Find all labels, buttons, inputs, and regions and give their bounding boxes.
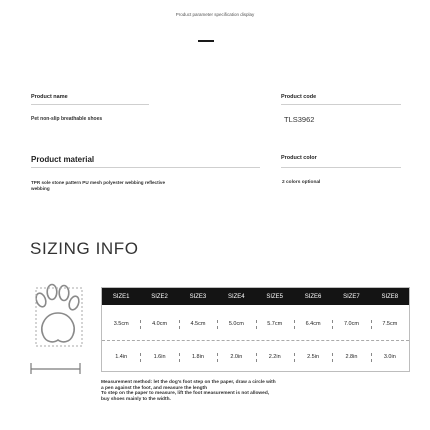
product-code-value: TLS3962	[284, 115, 315, 124]
measurement-notes	[101, 380, 421, 402]
size-cm-cell: 3.5cm	[113, 321, 129, 327]
divider	[31, 104, 149, 105]
paw-measure-diagram	[30, 283, 84, 375]
sizing-table	[101, 287, 410, 372]
size-header-cell: SIZE5	[266, 293, 284, 300]
note-line: Measurement method: let the dog's foot step on the paper, draw a circle with	[101, 380, 276, 385]
note-line: a pen against the foot, and measure the length	[101, 385, 208, 391]
product-material-label: Product material	[31, 155, 95, 164]
size-inch-cell: 1.4in	[115, 354, 128, 360]
size-inch-cell: 1.8in	[179, 349, 217, 365]
product-color-value: 2 colors optional	[282, 180, 321, 185]
size-inch-cell: 2.2in	[256, 349, 294, 365]
spec-header: Product parameter specification display	[175, 12, 255, 17]
size-header-cell: SIZE6	[304, 293, 322, 300]
note-line: To step on the paper to measure, lift the foot measurement is not allowed,	[101, 391, 270, 397]
sizing-row-cm	[102, 316, 409, 332]
size-cm-cell: 4.5cm	[179, 316, 217, 332]
row-divider	[102, 340, 409, 341]
size-header-cell: SIZE2	[151, 293, 168, 300]
size-inch-cell: 2.8in	[332, 349, 370, 365]
divider	[31, 167, 260, 168]
size-inch-cell: 2.0in	[217, 349, 255, 365]
size-cm-cell: 7.5cm	[371, 316, 409, 332]
product-material-value-cont: webbing	[31, 186, 50, 191]
product-color-label: Product color	[281, 155, 317, 161]
sizing-info-title: SIZING INFO	[30, 239, 139, 258]
product-name-label: Product name	[31, 94, 68, 100]
size-cm-cell: 7.0cm	[332, 316, 370, 332]
size-header-cell: SIZE3	[189, 293, 207, 300]
divider	[281, 167, 401, 168]
size-header-cell: SIZE7	[343, 293, 360, 300]
size-header-cell: SIZE8	[381, 293, 399, 300]
product-code-label: Product code	[281, 94, 317, 100]
sizing-table-header	[102, 288, 409, 305]
size-cm-cell: 4.0cm	[140, 316, 178, 332]
size-header-cell: SIZE4	[227, 293, 245, 300]
sizing-row-inch	[102, 349, 409, 365]
size-cm-cell: 6.4cm	[294, 316, 332, 332]
size-inch-cell: 2.5in	[294, 349, 332, 365]
divider	[281, 104, 401, 105]
note-line: buy shoes mainly to the width.	[101, 396, 171, 402]
size-inch-cell: 1.6in	[140, 349, 178, 365]
size-header-cell: SIZE1	[112, 293, 130, 300]
size-inch-cell: 3.0in	[371, 349, 409, 365]
product-material-value: TPR sole stone pattern PU mesh polyester webbing reflective	[31, 180, 166, 185]
paw-icon	[30, 283, 84, 375]
header-accent-bar	[198, 40, 214, 42]
product-name-value: Pet non-slip breathable shoes	[31, 116, 103, 122]
size-cm-cell: 5.0cm	[217, 316, 255, 332]
size-cm-cell: 5.7cm	[256, 316, 294, 332]
